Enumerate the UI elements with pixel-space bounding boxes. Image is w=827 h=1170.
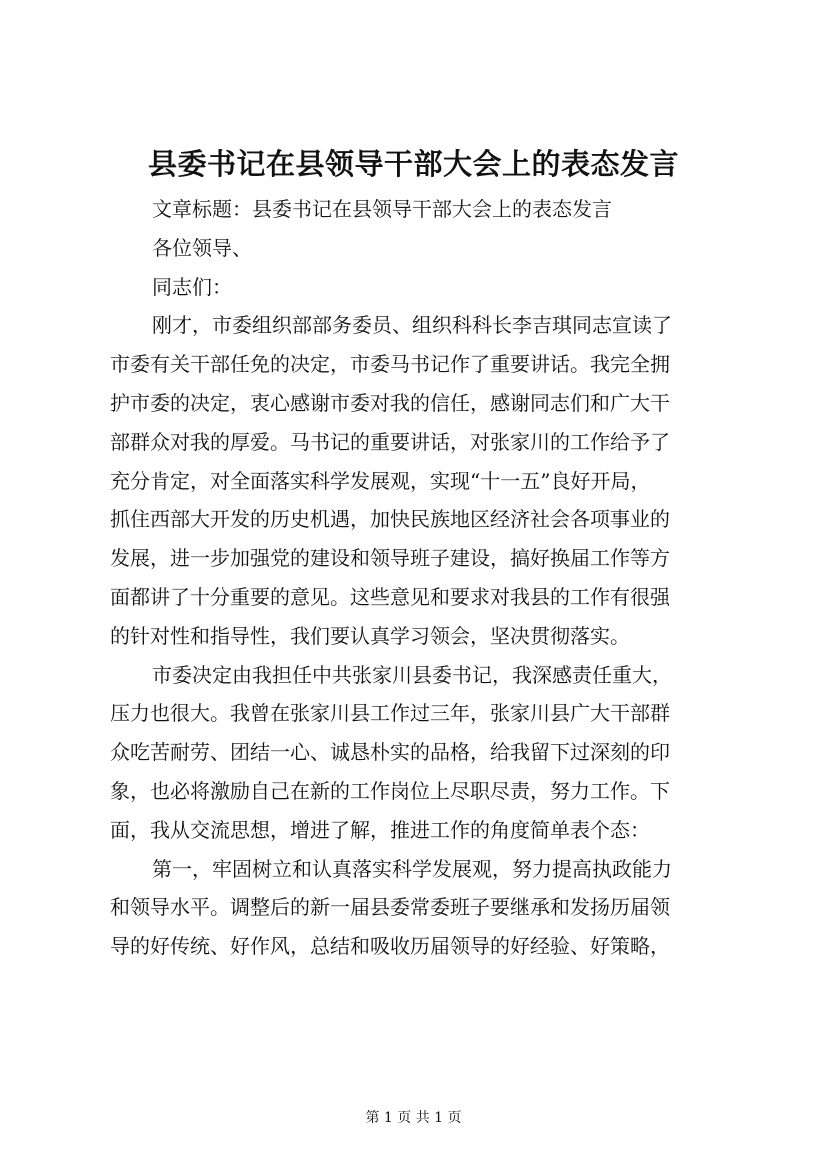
paragraph-line: 压力也很大。我曾在张家川县工作过三年，张家川县广大干部群	[110, 701, 670, 726]
paragraph-line: 市委有关干部任免的决定，市委马书记作了重要讲话。我完全拥	[110, 352, 670, 377]
paragraph-line: 和领导水平。调整后的新一届县委常委班子要继承和发扬历届领	[110, 895, 670, 920]
article-title-line: 文章标题：县委书记在县领导干部大会上的表态发言	[152, 197, 612, 221]
paragraph-line: 导的好传统、好作风，总结和吸收历届领导的好经验、好策略，	[110, 934, 670, 959]
paragraph-line: 第一，牢固树立和认真落实科学发展观，努力提高执政能力	[152, 856, 672, 881]
document-body	[110, 190, 730, 966]
paragraph-line: 充分肯定，对全面落实科学发展观，实现“十一五”良好开局，	[110, 468, 651, 493]
page-footer: 第 1 页 共 1 页	[365, 1110, 462, 1126]
paragraph-line: 的针对性和指导性，我们要认真学习领会，坚决贯彻落实。	[110, 623, 630, 648]
paragraph-line: 面，我从交流思想，增进了解，推进工作的角度简单表个态：	[110, 817, 650, 842]
paragraph-line: 刚才，市委组织部部务委员、组织科科长李吉琪同志宣读了	[152, 313, 672, 338]
salutation-line: 各位领导、	[152, 235, 252, 260]
paragraph-line: 护市委的决定，衷心感谢市委对我的信任，感谢同志们和广大干	[110, 390, 670, 415]
document-title: 县委书记在县领导干部大会上的表态发言	[147, 147, 679, 181]
salutation-line: 同志们：	[152, 274, 232, 299]
paragraph-line: 部群众对我的厚爱。马书记的重要讲话，对张家川的工作给予了	[110, 429, 670, 454]
paragraph-line: 象，也必将激励自己在新的工作岗位上尽职尽责，努力工作。下	[110, 778, 670, 803]
paragraph-line: 发展，进一步加强党的建设和领导班子建设，搞好换届工作等方	[110, 546, 670, 571]
paragraph-line: 市委决定由我担任中共张家川县委书记，我深感责任重大，	[152, 662, 672, 687]
paragraph-line: 抓住西部大开发的历史机遇，加快民族地区经济社会各项事业的	[110, 507, 670, 532]
paragraph-line: 众吃苦耐劳、团结一心、诚恳朴实的品格，给我留下过深刻的印	[110, 740, 670, 765]
paragraph-line: 面都讲了十分重要的意见。这些意见和要求对我县的工作有很强	[110, 584, 670, 609]
